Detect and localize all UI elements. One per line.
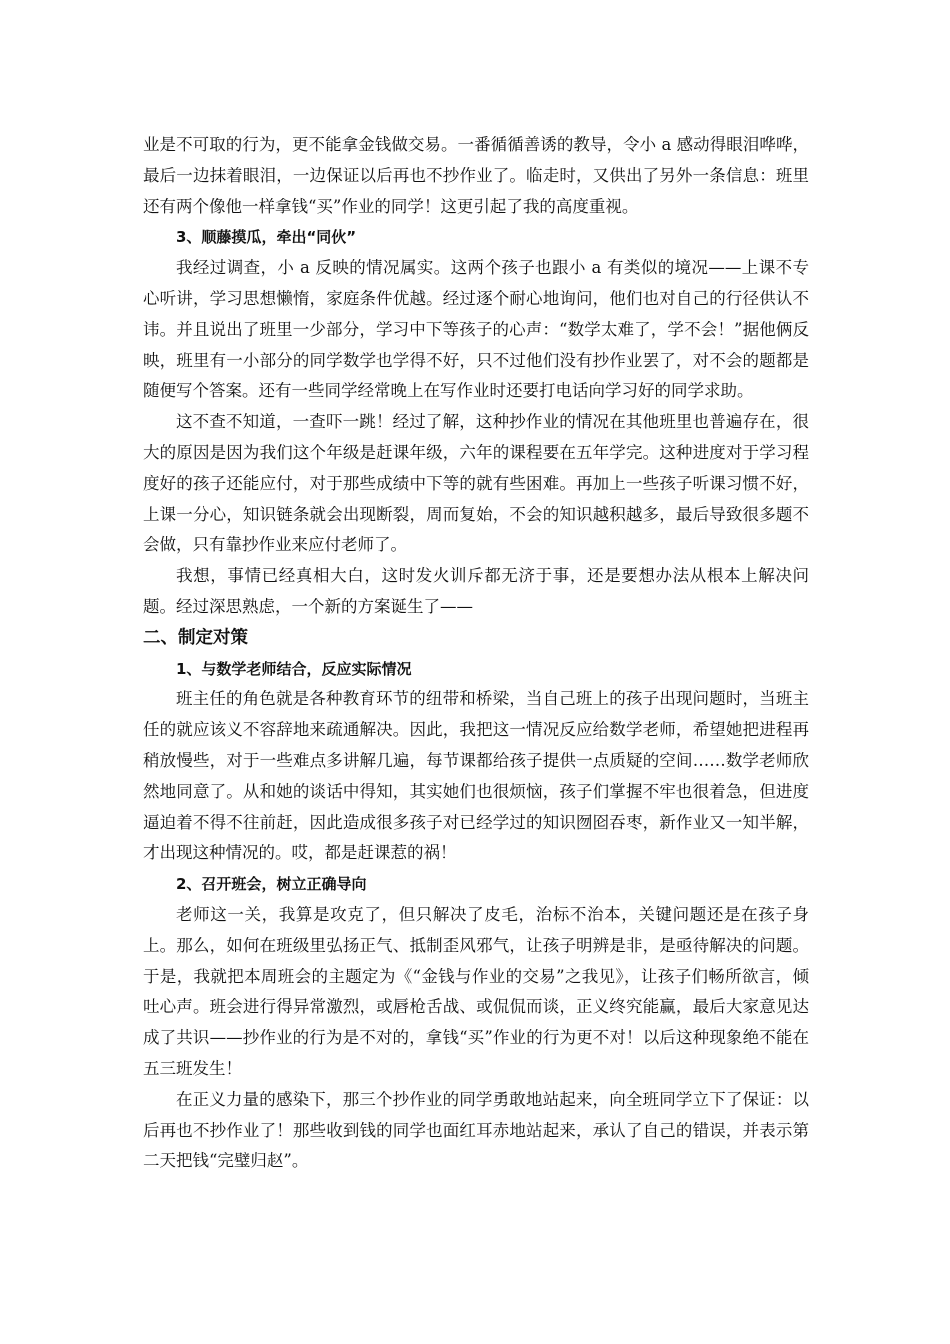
- paragraph-findings: 这不查不知道，一查吓一跳！经过了解，这种抄作业的情况在其他班里也普遍存在，很大的原因是因为我们这个年级是赶课年级，六年的课程要在五年学完。这种进度对于学习程度好的孩子还能应付，对于那些成绩中下等的就有些困难。再加上一些孩子听课习惯不好，上课一分心，知识链条就会出现断裂，周而复始，不会的知识越积越多，最后导致很多题不会做，只有靠抄作业来应付老师了。: [143, 412, 809, 555]
- subheading-1: 1、与数学老师结合，反应实际情况: [176, 659, 412, 678]
- subheading-2: 2、召开班会，树立正确导向: [176, 875, 367, 894]
- paragraph-math-teacher: 班主任的角色就是各种教育环节的纽带和桥梁，当自己班上的孩子出现问题时，当班主任的就应该义不容辞地来疏通解决。因此，我把这一情况反应给数学老师，希望她把进程再稍放慢些，对于一些难点多讲解几遍，每节课都给孩子提供一点质疑的空间……数学老师欣然地同意了。从和她的谈话中得知，其实她们也很烦恼，孩子们掌握不牢也很着急，但进度逼迫着不得不往前赶，因此造成很多孩子对已经学过的知识囫囵吞枣，新作业又一知半解，才出现这种情况的。哎，都是赶课惹的祸！: [143, 689, 809, 863]
- section-heading-2: 二、制定对策: [143, 627, 248, 648]
- paragraph-investigation: 我经过调查，小 a 反映的情况属实。这两个孩子也跟小 a 有类似的境况——上课不专心听讲，学习思想懒惰，家庭条件优越。经过逐个耐心地询问，他们也对自己的行径供认不讳。并且说出了班里一少部分，学习中下等孩子的心声：“数学太难了，学不会！”据他俩反映，班里有一小部分的同学数学也学得不好，只不过他们没有抄作业罢了，对不会的题都是随便写个答案。还有一些同学经常晚上在写作业时还要打电话向学习好的同学求助。: [143, 258, 809, 401]
- subheading-3: 3、顺藤摸瓜，牵出“同伙”: [176, 228, 357, 247]
- paragraph-class-meeting: 老师这一关，我算是攻克了，但只解决了皮毛，治标不治本，关键问题还是在孩子身上。那么，如何在班级里弘扬正气、抵制歪风邪气，让孩子明辨是非，是亟待解决的问题。于是，我就把本周班会的主题定为《“金钱与作业的交易”之我见》，让孩子们畅所欲言，倾吐心声。班会进行得异常激烈，或唇枪舌战、或侃侃而谈，正义终究能赢，最后大家意见达成了共识——抄作业的行为是不对的，拿钱“买”作业的行为更不对！以后这种现象绝不能在五三班发生！: [143, 904, 809, 1078]
- document-page: [143, 130, 809, 1177]
- paragraph-conclusion: 我想，事情已经真相大白，这时发火训斥都无济于事，还是要想办法从根本上解决问题。经过深思熟虑，一个新的方案诞生了——: [143, 566, 809, 616]
- paragraph-continued: 业是不可取的行为，更不能拿金钱做交易。一番循循善诱的教导，令小 a 感动得眼泪哗哗，最后一边抹着眼泪，一边保证以后再也不抄作业了。临走时，又供出了另外一条信息：班里还有两个像他一样拿钱“买”作业的同学！这更引起了我的高度重视。: [143, 135, 809, 216]
- paragraph-outcome: 在正义力量的感染下，那三个抄作业的同学勇敢地站起来，向全班同学立下了保证：以后再也不抄作业了！那些收到钱的同学也面红耳赤地站起来，承认了自己的错误，并表示第二天把钱“完璧归赵”。: [143, 1089, 809, 1171]
